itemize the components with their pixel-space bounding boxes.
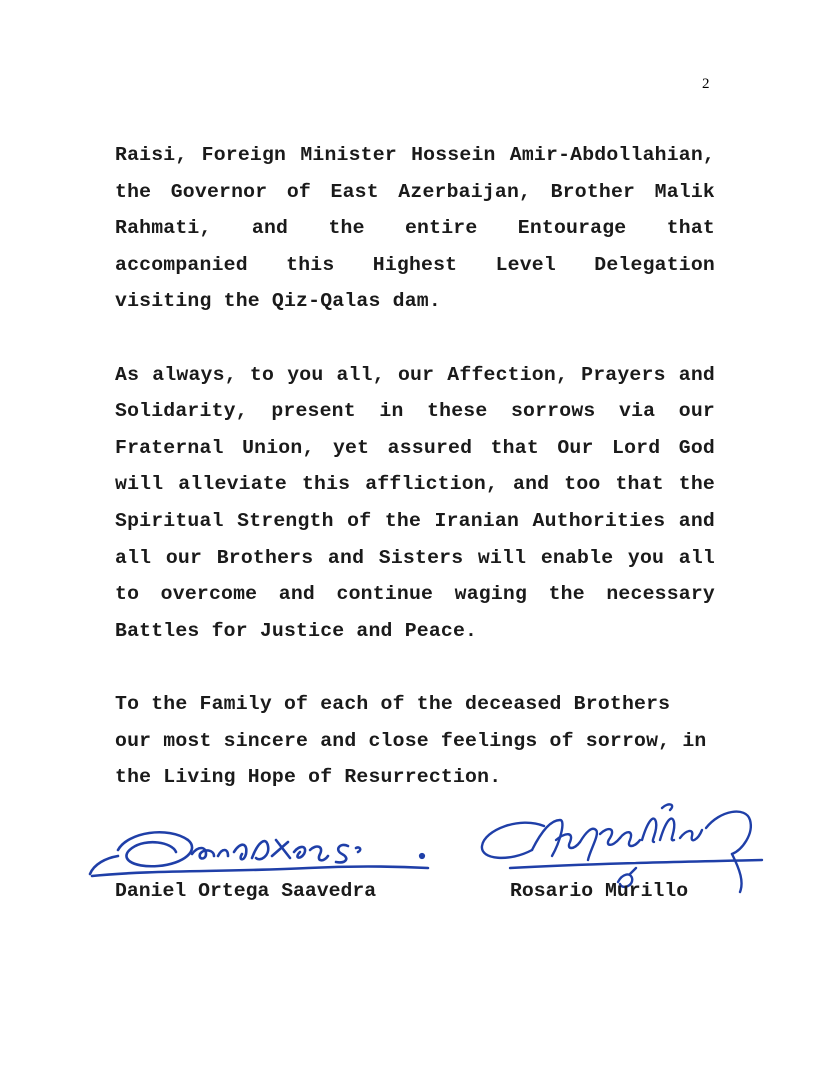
- page-number: 2: [702, 76, 710, 92]
- paragraph-1: Raisi, Foreign Minister Hossein Amir-Abdollahian, the Governor of East Azerbaijan, Brother Malik Rahmati, and the entire Entourage that accompanied this Highest Level Delegation visiting the Qiz-Qalas dam.: [115, 144, 715, 313]
- signatory-name-rosario-murillo: Rosario Murillo: [510, 880, 689, 902]
- signatory-name-daniel-ortega: Daniel Ortega Saavedra: [115, 880, 377, 902]
- paragraph-2: As always, to you all, our Affection, Prayers and Solidarity, present in these sorrows via our Fraternal Union, yet assured that Our Lord God will alleviate this affliction, and too that the Spiritual Strength of the Iranian Authorities and all our Brothers and Sisters will enable you all to overcome and continue waging the necessary Battles for Justice and Peace.: [115, 363, 715, 642]
- paragraph-3: To the Family of each of the deceased Brothers our most sincere and close feelings of sorrow, in the Living Hope of Resurrection.: [115, 692, 707, 789]
- letter-body: [115, 137, 715, 796]
